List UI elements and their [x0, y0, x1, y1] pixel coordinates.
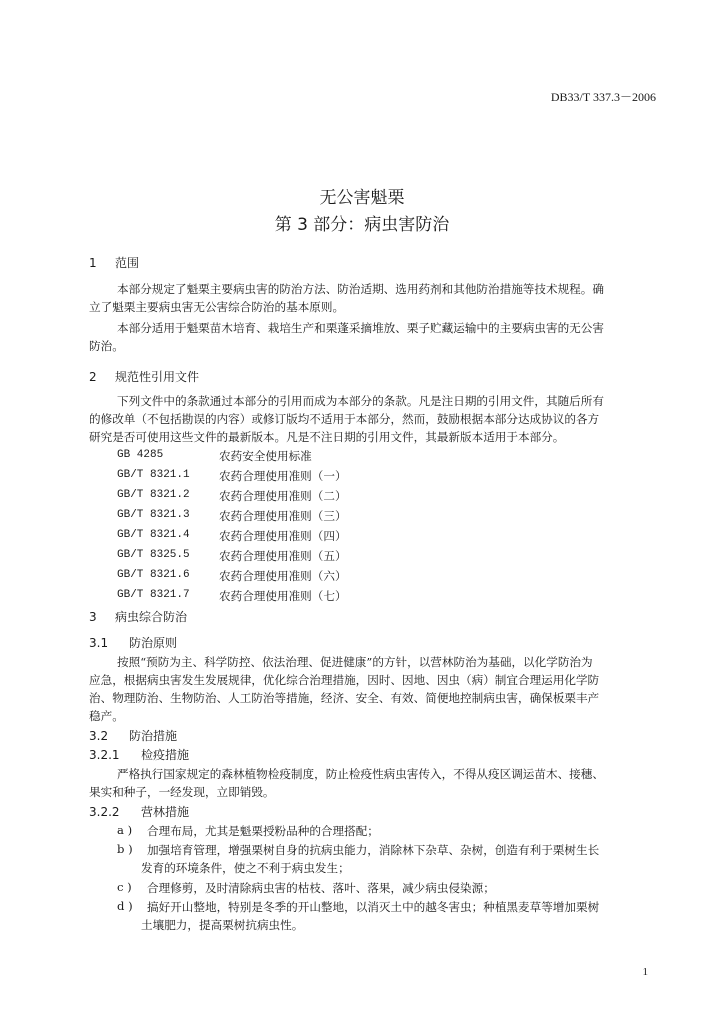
paragraph-line: 应急，根据病虫害发生发展规律，优化综合治理措施，因时、因地、因虫（病）制宜合理运用化学防 — [89, 673, 600, 687]
section-3-number: 3 — [89, 610, 97, 624]
reference-title: 农药合理使用准则（五） — [219, 549, 347, 563]
paragraph-line: 本部分规定了魁栗主要病虫害的防治方法、防治适期、选用药剂和其他防治措施等技术规程。确 — [117, 282, 604, 296]
paragraph-line: 下列文件中的条款通过本部分的引用而成为本部分的条款。凡是注日期的引用文件，其随后所有 — [117, 394, 604, 408]
paragraph-line: 立了魁栗主要病虫害无公害综合防治的基本原则。 — [89, 300, 345, 314]
reference-title: 农药合理使用准则（七） — [219, 589, 347, 603]
section-2-number: 2 — [89, 370, 97, 384]
list-item-label: a ) — [117, 823, 133, 837]
list-item-text: 土壤肥力，提高栗树抗病虫性。 — [141, 918, 304, 932]
list-item-label: c ) — [117, 880, 132, 894]
section-3-title: 病虫综合防治 — [115, 610, 188, 624]
paragraph-line: 严格执行国家规定的森林植物检疫制度，防止检疫性病虫害传入，不得从疫区调运苗木、接穗、 — [117, 767, 604, 781]
document-title: 无公害魁栗 — [319, 188, 405, 208]
reference-code: GB 4285 — [117, 449, 164, 461]
reference-code: GB/T 8321.6 — [117, 569, 190, 581]
subsection-title: 检疫措施 — [141, 748, 190, 762]
reference-title: 农药合理使用准则（一） — [219, 469, 347, 483]
subsection-3-2-heading — [89, 727, 177, 744]
reference-code: GB/T 8325.5 — [117, 549, 190, 561]
reference-code: GB/T 8321.3 — [117, 509, 190, 521]
subsection-number: 3.2 — [89, 729, 109, 743]
reference-code: GB/T 8321.2 — [117, 489, 190, 501]
section-2-title: 规范性引用文件 — [115, 370, 200, 384]
subsection-title: 防治措施 — [129, 729, 178, 743]
page-number: 1 — [642, 966, 648, 978]
reference-title: 农药安全使用标准 — [219, 449, 312, 463]
paragraph-line: 治、物理防治、生物防治、人工防治等措施，经济、安全、有效、简便地控制病虫害，确保板栗丰产 — [89, 691, 600, 705]
reference-code: GB/T 8321.1 — [117, 469, 190, 481]
paragraph-line: 的修改单（不包括勘误的内容）或修订版均不适用于本部分，然而，鼓励根据本部分达成协议的各方 — [89, 412, 600, 426]
paragraph-line: 本部分适用于魁栗苗木培育、栽培生产和栗蓬采摘堆放、栗子贮藏运输中的主要病虫害的无公害 — [117, 321, 604, 335]
subsection-number: 3.2.1 — [89, 748, 120, 762]
list-item-label: d ) — [117, 899, 133, 913]
subsection-title: 营林措施 — [141, 805, 190, 819]
paragraph-line: 研究是否可使用这些文件的最新版本。凡是不注日期的引用文件，其最新版本适用于本部分。 — [89, 430, 565, 444]
section-3-heading — [89, 608, 187, 625]
list-item-text: 加强培育管理，增强栗树自身的抗病虫能力，消除林下杂草、杂树，创造有利于栗树生长 — [147, 843, 600, 857]
list-item-text: 合理修剪，及时清除病虫害的枯枝、落叶、落果，减少病虫侵染源； — [147, 881, 495, 895]
reference-title: 农药合理使用准则（二） — [219, 489, 347, 503]
subsection-3-1-heading — [89, 634, 177, 651]
reference-code: GB/T 8321.4 — [117, 529, 190, 541]
paragraph-line: 果实和种子，一经发现，立即销毁。 — [89, 785, 275, 799]
subsection-number: 3.2.2 — [89, 805, 120, 819]
section-1-title: 范围 — [115, 256, 140, 270]
section-1-heading — [89, 254, 139, 271]
list-item-text: 发育的环境条件，使之不利于病虫发生； — [141, 861, 350, 875]
list-item-label: b ) — [117, 842, 133, 856]
subsection-title: 防治原则 — [129, 636, 178, 650]
document-subtitle: 第 3 部分：病虫害防治 — [274, 215, 450, 235]
subsection-3-2-2-heading — [89, 803, 189, 820]
list-item-text: 搞好开山整地，特别是冬季的开山整地，以消灭土中的越冬害虫；种植黑麦草等增加栗树 — [147, 900, 600, 914]
paragraph-line: 按照“预防为主、科学防控、依法治理、促进健康”的方针，以营林防治为基础，以化学防治为 — [117, 655, 593, 669]
reference-code: GB/T 8321.7 — [117, 589, 190, 601]
subsection-3-2-1-heading — [89, 746, 189, 763]
document-code: DB33/T 337.3－2006 — [550, 90, 656, 104]
subsection-number: 3.1 — [89, 636, 109, 650]
reference-title: 农药合理使用准则（六） — [219, 569, 347, 583]
paragraph-line: 稳产。 — [89, 709, 124, 723]
paragraph-line: 防治。 — [89, 339, 124, 353]
section-1-number: 1 — [89, 256, 97, 270]
section-2-heading — [89, 368, 199, 385]
reference-title: 农药合理使用准则（三） — [219, 509, 347, 523]
list-item-text: 合理布局，尤其是魁栗授粉品种的合理搭配； — [147, 824, 379, 838]
reference-title: 农药合理使用准则（四） — [219, 529, 347, 543]
